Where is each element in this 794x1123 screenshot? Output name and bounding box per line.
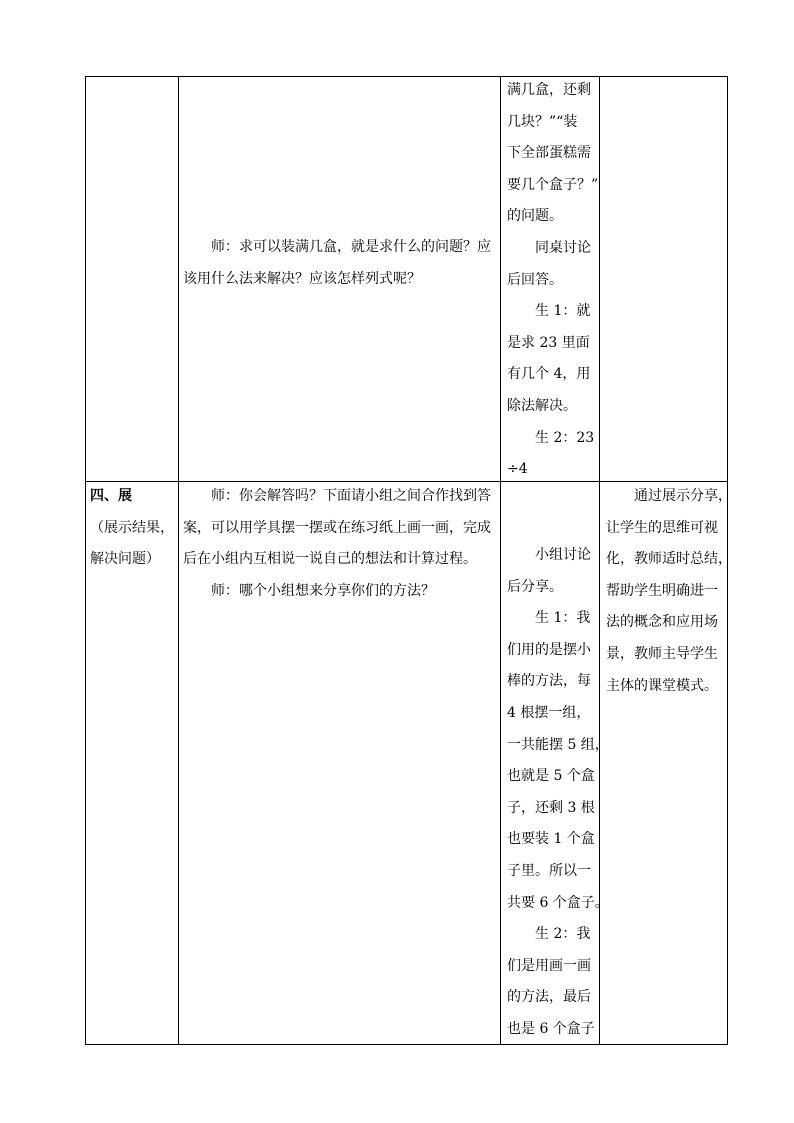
student-text-line: 们是用画一画 xyxy=(507,957,591,974)
cell-intent xyxy=(606,481,732,702)
column-divider xyxy=(85,76,86,1045)
cell-student xyxy=(507,540,609,1046)
intent-text-line: 化，教师适时总结， xyxy=(606,551,732,568)
student-text-line: 的方法，最后 xyxy=(507,989,591,1006)
student-text-line: 共要 6 个盒子。 xyxy=(507,894,609,911)
column-divider xyxy=(500,76,501,1045)
stage-text-line: （展示结果， xyxy=(90,519,174,536)
student-text-line: 下全部蛋糕需 xyxy=(507,145,591,162)
student-text-line: 生 1：我 xyxy=(535,610,591,627)
student-text-line: 子里。所以一 xyxy=(507,862,591,879)
student-text-line: 们用的是摆小 xyxy=(507,641,591,658)
column-divider xyxy=(178,76,179,1045)
cell-teacher xyxy=(183,232,491,295)
table-border-bottom xyxy=(85,1044,727,1045)
student-text-line: 要几个盒子？” xyxy=(507,176,599,193)
intent-text-line: 主体的课堂模式。 xyxy=(606,677,718,694)
student-text-line: 一共能摆 5 组， xyxy=(507,736,609,753)
student-text-line: 棒的方法，每 xyxy=(507,673,591,690)
intent-text-line: 景，教师主导学生 xyxy=(606,645,718,662)
student-text-line: 后分享。 xyxy=(507,578,563,595)
student-text-line: ÷4 xyxy=(507,461,528,478)
student-text-line: 也是 6 个盒子 xyxy=(507,1020,595,1037)
student-text-line: 后回答。 xyxy=(507,271,563,288)
teacher-text-line: 师：你会解答吗？下面请小组之间合作找到答 xyxy=(211,488,491,504)
intent-text-line: 法的概念和应用场 xyxy=(606,614,718,631)
intent-text-line: 帮助学生明确进一 xyxy=(606,582,718,599)
stage-text-line: 解决问题） xyxy=(90,551,160,568)
cell-stage xyxy=(90,481,174,576)
student-text-line: 小组讨论 xyxy=(535,547,591,563)
intent-text-line: 通过展示分享， xyxy=(634,488,732,504)
student-text-line: 生 2：23 xyxy=(535,429,595,446)
student-text-line: 子，还剩 3 根 xyxy=(507,799,595,816)
student-text-line: 是求 23 里面 xyxy=(507,334,590,351)
stage-text-line: 四、展 xyxy=(90,488,132,504)
teacher-text-line: 师：求可以装满几盒，就是求什么的问题？应 xyxy=(211,239,491,255)
student-text-line: 满几盒，还剩 xyxy=(507,82,591,98)
student-text-line: 4 根摆一组， xyxy=(507,704,591,721)
teacher-text-line: 师：哪个小组想来分享你们的方法？ xyxy=(211,582,435,599)
student-text-line: 几块？”“装 xyxy=(507,113,578,130)
student-text-line: 生 1：就 xyxy=(535,303,591,320)
table-border-top xyxy=(85,76,727,77)
student-text-line: 同桌讨论 xyxy=(535,239,591,256)
teacher-text-line: 后在小组内互相说一说自己的想法和计算过程。 xyxy=(183,551,477,568)
cell-student xyxy=(507,75,598,486)
intent-text-line: 让学生的思维可视 xyxy=(606,519,718,536)
cell-teacher xyxy=(183,481,491,607)
teacher-text-line: 该用什么法来解决？应该怎样列式呢？ xyxy=(183,270,421,287)
teacher-text-line: 案，可以用学具摆一摆或在练习纸上画一画，完成 xyxy=(183,519,491,536)
student-text-line: 除法解决。 xyxy=(507,397,577,414)
student-text-line: 的问题。 xyxy=(507,208,563,225)
student-text-line: 有几个 4，用 xyxy=(507,366,591,383)
student-text-line: 也就是 5 个盒 xyxy=(507,768,595,785)
student-text-line: 也要装 1 个盒 xyxy=(507,831,595,848)
student-text-line: 生 2：我 xyxy=(535,926,591,943)
